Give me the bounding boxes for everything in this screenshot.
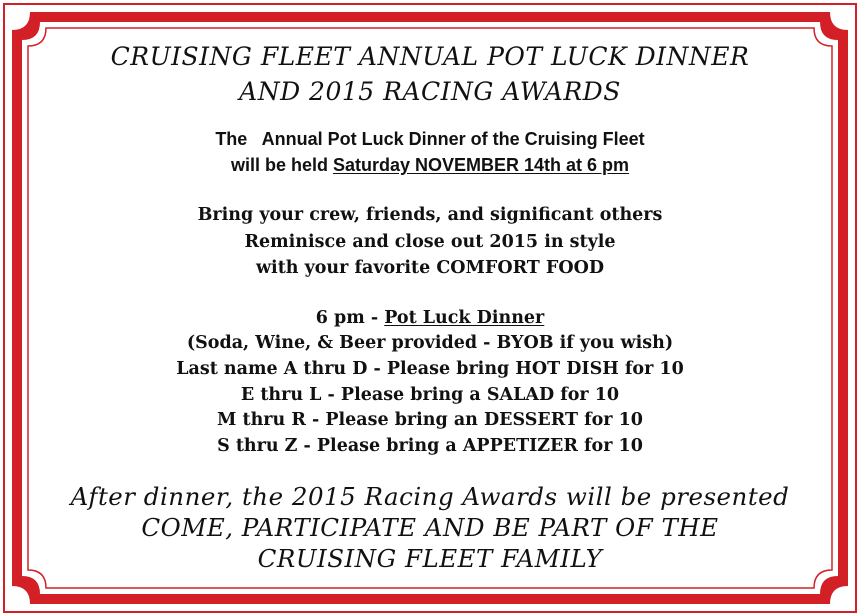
invite-line-1: Bring your crew, friends, and significant others xyxy=(197,205,663,225)
title-line-2: AND 2015 RACING AWARDS xyxy=(239,77,621,106)
footer-line-2: COME, PARTICIPATE AND BE PART OF THE xyxy=(141,513,719,542)
announcement-prefix: will be held xyxy=(230,155,333,175)
schedule-time: 6 pm - xyxy=(315,308,385,328)
invite-line-2: Reminisce and close out 2015 in style xyxy=(244,232,616,252)
event-date: Saturday NOVEMBER 14th at 6 pm xyxy=(332,155,630,175)
assignment-line: Last name A thru D - Please bring HOT DISH for 10 xyxy=(176,359,684,379)
title-line-1: CRUISING FLEET ANNUAL POT LUCK DINNER xyxy=(110,42,750,71)
assignment-line: E thru L - Please bring a SALAD for 10 xyxy=(240,385,620,405)
announcement-line-2 xyxy=(0,155,860,176)
assignment-line: S thru Z - Please bring a APPETIZER for 10 xyxy=(217,436,643,456)
schedule-event: Pot Luck Dinner xyxy=(384,308,545,328)
footer-line-3: CRUISING FLEET FAMILY xyxy=(257,544,603,573)
announcement-line-1: The Annual Pot Luck Dinner of the Cruising Fleet xyxy=(215,129,645,149)
assignment-line: M thru R - Please bring an DESSERT for 10 xyxy=(217,410,643,430)
footer-line-1: After dinner, the 2015 Racing Awards will be presented xyxy=(70,482,790,511)
schedule-time-line xyxy=(0,308,860,328)
drinks-line: (Soda, Wine, & Beer provided - BYOB if you wish) xyxy=(186,333,674,353)
invite-line-3: with your favorite COMFORT FOOD xyxy=(255,258,605,278)
